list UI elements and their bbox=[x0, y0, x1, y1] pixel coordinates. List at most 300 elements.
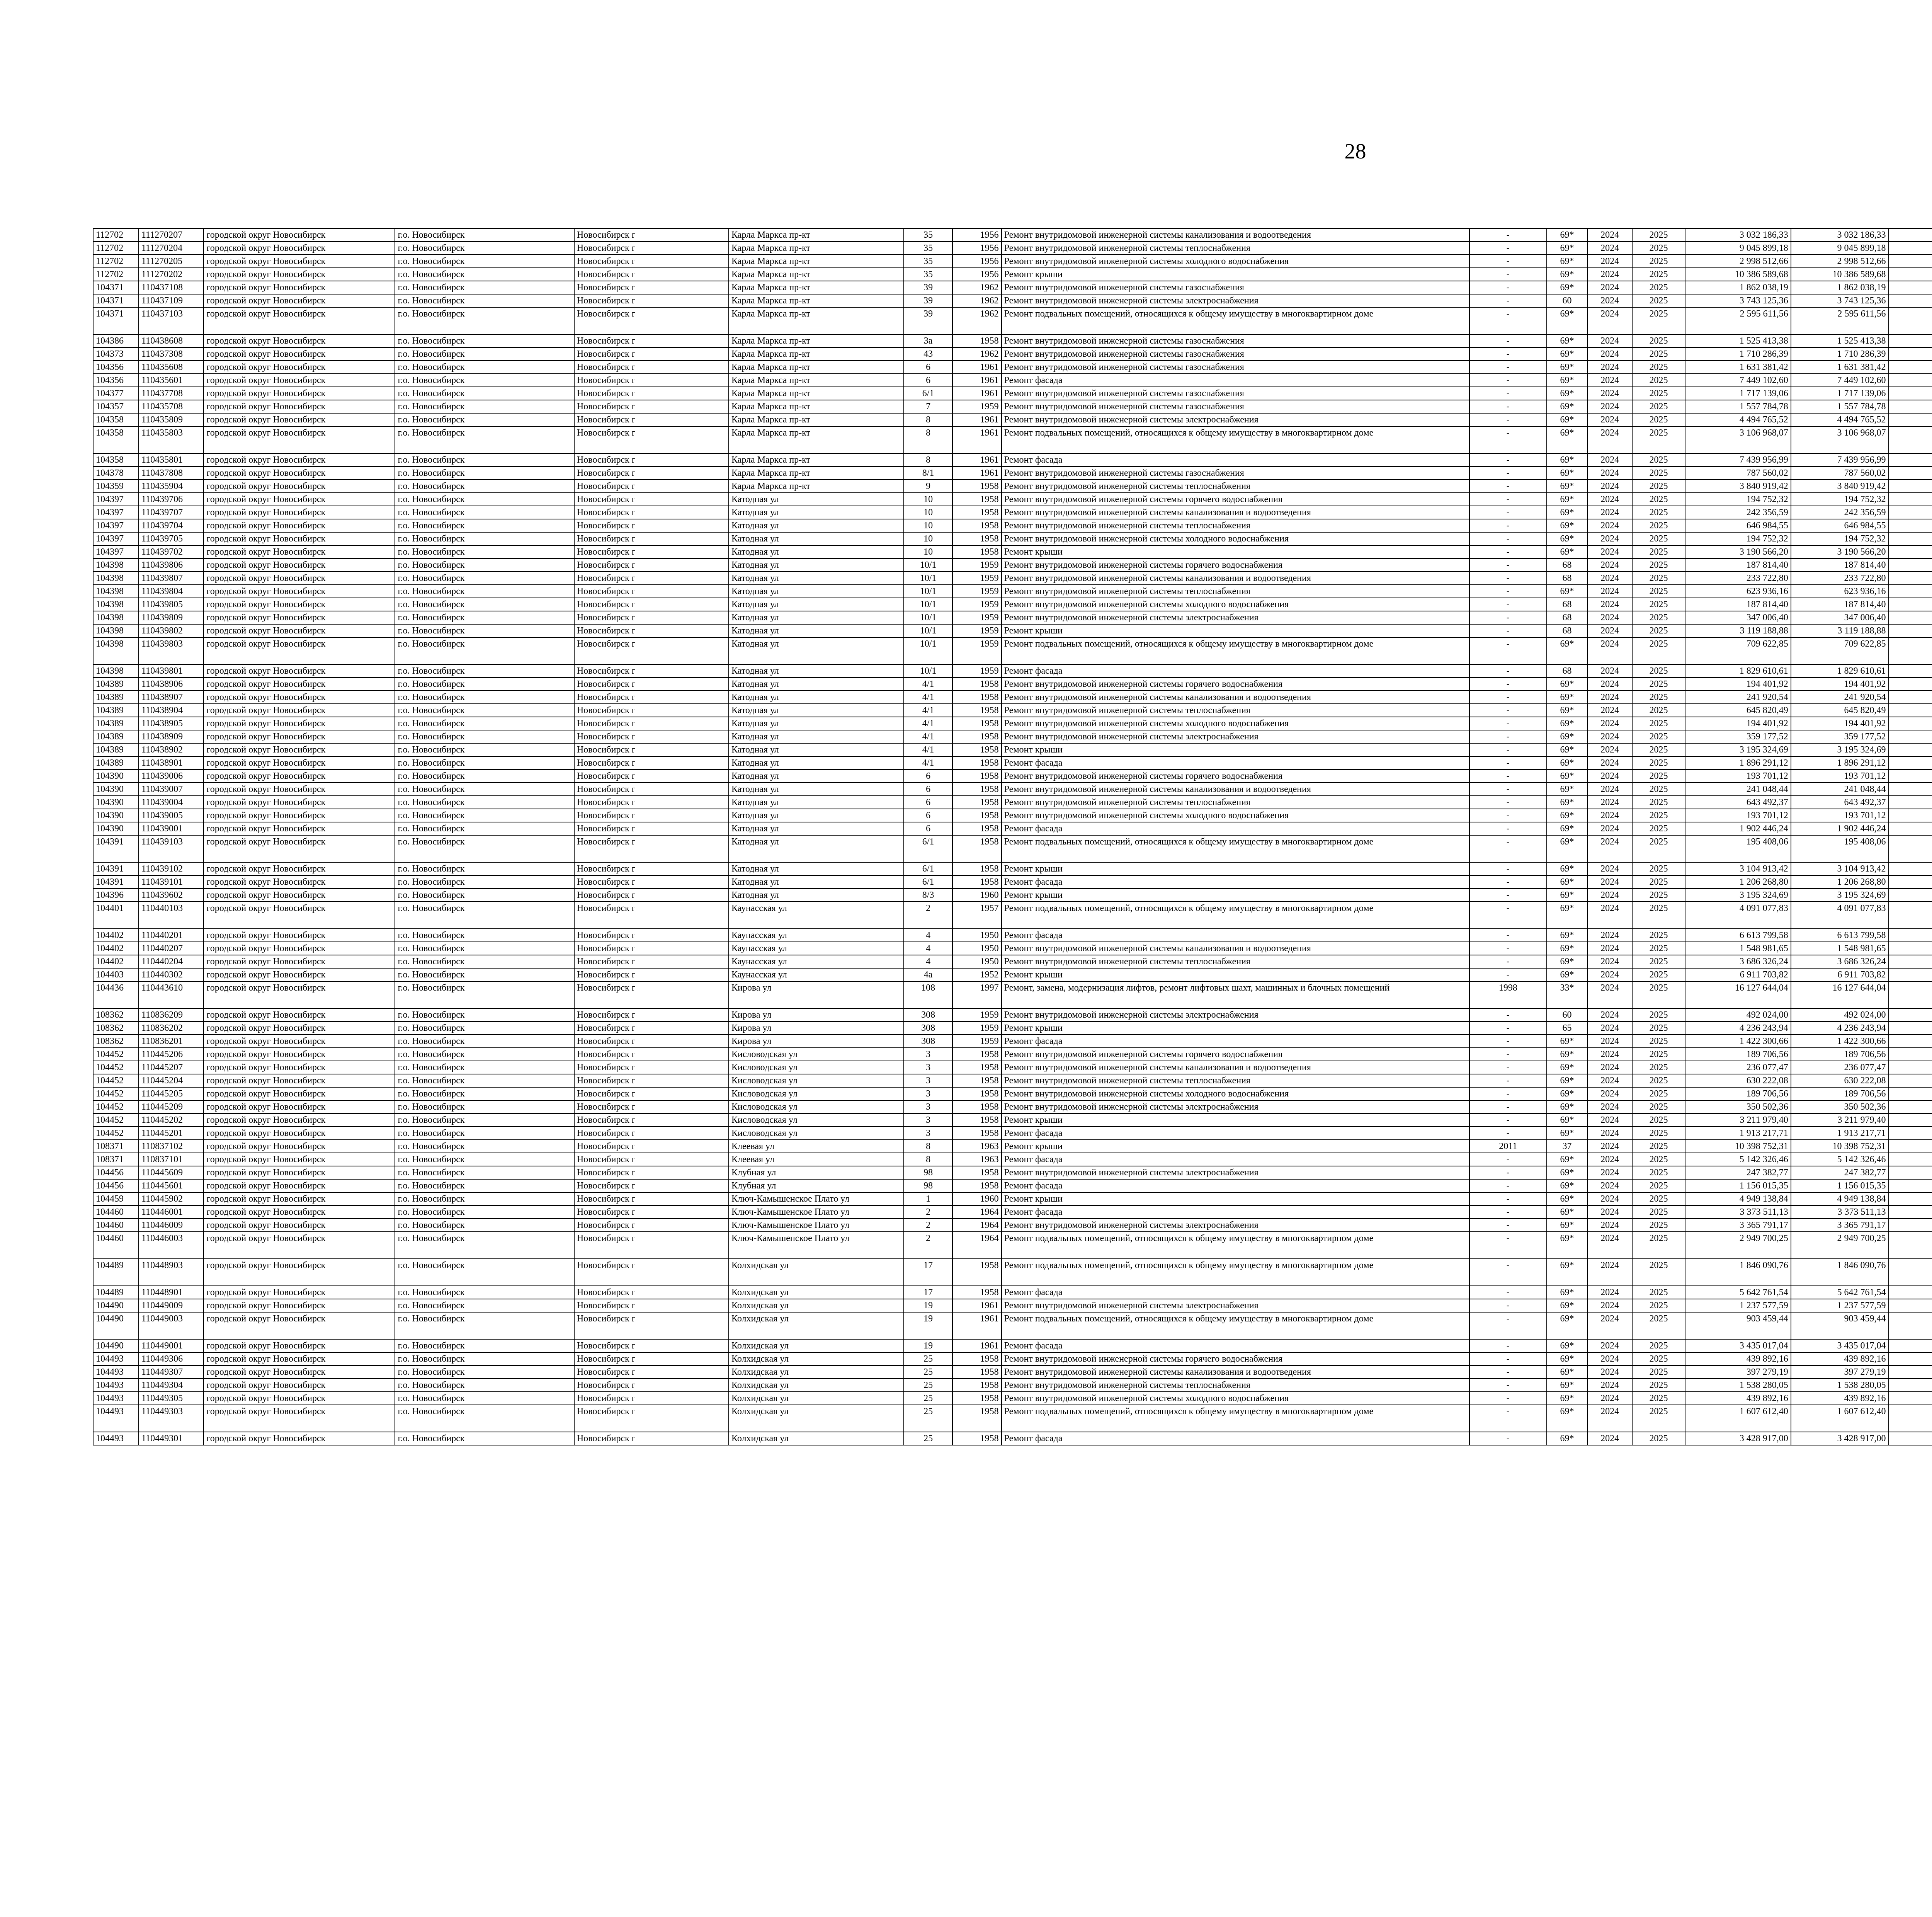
cell-z1 bbox=[1889, 268, 1932, 281]
cell-okrug: городской округ Новосибирск bbox=[204, 242, 395, 255]
cell-wear: 69* bbox=[1547, 929, 1587, 942]
cell-y2: 2025 bbox=[1632, 1219, 1685, 1232]
cell-wyear: - bbox=[1469, 1153, 1547, 1166]
cell-house: 10/1 bbox=[904, 585, 952, 598]
cell-year: 1961 bbox=[952, 361, 1001, 374]
cell-wyear: - bbox=[1469, 532, 1547, 545]
cell-y2: 2025 bbox=[1632, 809, 1685, 822]
cell-y1: 2024 bbox=[1587, 1008, 1632, 1021]
cell-id: 104386 bbox=[93, 334, 139, 347]
cell-work: Ремонт подвальных помещений, относящихся к общему имуществу в многоквартирном доме bbox=[1002, 426, 1469, 453]
cell-wyear: - bbox=[1469, 1008, 1547, 1021]
cell-wyear: - bbox=[1469, 374, 1547, 387]
cell-year: 1964 bbox=[952, 1219, 1001, 1232]
cell-id: 104371 bbox=[93, 294, 139, 307]
cell-city: Новосибирск г bbox=[574, 545, 729, 558]
cell-y2: 2025 bbox=[1632, 532, 1685, 545]
cell-sum: 903 459,44 bbox=[1685, 1312, 1791, 1339]
cell-okrug: городской округ Новосибирск bbox=[204, 413, 395, 426]
cell-street: Ключ-Камышенское Плато ул bbox=[729, 1192, 904, 1205]
cell-z1 bbox=[1889, 1008, 1932, 1021]
cell-year: 1959 bbox=[952, 558, 1001, 572]
cell-y1: 2024 bbox=[1587, 809, 1632, 822]
table-row bbox=[93, 1074, 1932, 1087]
cell-y2: 2025 bbox=[1632, 822, 1685, 835]
cell-year: 1961 bbox=[952, 466, 1001, 480]
table-row bbox=[93, 637, 1932, 664]
cell-house: 6/1 bbox=[904, 835, 952, 862]
cell-okrug: городской округ Новосибирск bbox=[204, 1100, 395, 1113]
cell-house: 4/1 bbox=[904, 704, 952, 717]
cell-okrug: городской округ Новосибирск bbox=[204, 730, 395, 743]
cell-street: Катодная ул bbox=[729, 532, 904, 545]
cell-street: Каунасская ул bbox=[729, 968, 904, 981]
cell-y2: 2025 bbox=[1632, 743, 1685, 756]
cell-house: 9 bbox=[904, 480, 952, 493]
cell-y1: 2024 bbox=[1587, 466, 1632, 480]
cell-sum2: 4 949 138,84 bbox=[1791, 1192, 1889, 1205]
cell-id: 104452 bbox=[93, 1061, 139, 1074]
table-row bbox=[93, 242, 1932, 255]
cell-sum2: 1 156 015,35 bbox=[1791, 1179, 1889, 1192]
cell-wyear: - bbox=[1469, 624, 1547, 637]
cell-y2: 2025 bbox=[1632, 1352, 1685, 1365]
cell-street: Катодная ул bbox=[729, 756, 904, 770]
cell-code: 110439805 bbox=[139, 598, 204, 611]
cell-city: Новосибирск г bbox=[574, 585, 729, 598]
cell-year: 1958 bbox=[952, 480, 1001, 493]
cell-year: 1958 bbox=[952, 1365, 1001, 1379]
cell-y1: 2024 bbox=[1587, 1405, 1632, 1432]
cell-id: 112702 bbox=[93, 255, 139, 268]
cell-wear: 69* bbox=[1547, 334, 1587, 347]
cell-sum2: 247 382,77 bbox=[1791, 1166, 1889, 1179]
cell-code: 110439007 bbox=[139, 783, 204, 796]
cell-street: Кисловодская ул bbox=[729, 1113, 904, 1127]
table-row bbox=[93, 1352, 1932, 1365]
cell-work: Ремонт фасада bbox=[1002, 1339, 1469, 1352]
cell-sum: 189 706,56 bbox=[1685, 1048, 1791, 1061]
cell-work: Ремонт фасада bbox=[1002, 664, 1469, 678]
cell-work: Ремонт крыши bbox=[1002, 1113, 1469, 1127]
cell-year: 1959 bbox=[952, 1021, 1001, 1035]
cell-go: г.о. Новосибирск bbox=[395, 1140, 574, 1153]
cell-y1: 2024 bbox=[1587, 572, 1632, 585]
cell-id: 104390 bbox=[93, 783, 139, 796]
cell-wyear: - bbox=[1469, 1405, 1547, 1432]
cell-z1 bbox=[1889, 1219, 1932, 1232]
cell-sum: 359 177,52 bbox=[1685, 730, 1791, 743]
cell-z1 bbox=[1889, 480, 1932, 493]
cell-street: Клеевая ул bbox=[729, 1153, 904, 1166]
cell-go: г.о. Новосибирск bbox=[395, 361, 574, 374]
cell-city: Новосибирск г bbox=[574, 691, 729, 704]
cell-go: г.о. Новосибирск bbox=[395, 611, 574, 624]
cell-go: г.о. Новосибирск bbox=[395, 1259, 574, 1286]
cell-street: Карла Маркса пр-кт bbox=[729, 387, 904, 400]
cell-wear: 69* bbox=[1547, 361, 1587, 374]
cell-id: 104371 bbox=[93, 281, 139, 294]
cell-okrug: городской округ Новосибирск bbox=[204, 1153, 395, 1166]
cell-code: 110445207 bbox=[139, 1061, 204, 1074]
cell-y2: 2025 bbox=[1632, 281, 1685, 294]
cell-street: Катодная ул bbox=[729, 611, 904, 624]
cell-year: 1961 bbox=[952, 1312, 1001, 1339]
cell-sum2: 195 408,06 bbox=[1791, 835, 1889, 862]
cell-work: Ремонт внутридомовой инженерной системы газоснабжения bbox=[1002, 466, 1469, 480]
cell-wyear: 2011 bbox=[1469, 1140, 1547, 1153]
cell-code: 110435801 bbox=[139, 453, 204, 466]
cell-street: Колхидская ул bbox=[729, 1392, 904, 1405]
cell-street: Ключ-Камышенское Плато ул bbox=[729, 1219, 904, 1232]
cell-work: Ремонт подвальных помещений, относящихся к общему имуществу в многоквартирном доме bbox=[1002, 1312, 1469, 1339]
cell-wyear: - bbox=[1469, 400, 1547, 413]
table-row bbox=[93, 493, 1932, 506]
cell-work: Ремонт внутридомовой инженерной системы электроснабжения bbox=[1002, 611, 1469, 624]
cell-z1 bbox=[1889, 929, 1932, 942]
cell-code: 111270207 bbox=[139, 228, 204, 242]
cell-city: Новосибирск г bbox=[574, 1365, 729, 1379]
cell-y2: 2025 bbox=[1632, 1192, 1685, 1205]
table-row bbox=[93, 1312, 1932, 1339]
cell-go: г.о. Новосибирск bbox=[395, 770, 574, 783]
cell-z1 bbox=[1889, 889, 1932, 902]
cell-sum2: 194 752,32 bbox=[1791, 532, 1889, 545]
cell-house: 10/1 bbox=[904, 558, 952, 572]
cell-code: 110439809 bbox=[139, 611, 204, 624]
cell-house: 8 bbox=[904, 1153, 952, 1166]
cell-z1 bbox=[1889, 1113, 1932, 1127]
cell-year: 1962 bbox=[952, 347, 1001, 361]
cell-wear: 69* bbox=[1547, 809, 1587, 822]
cell-y2: 2025 bbox=[1632, 493, 1685, 506]
cell-y2: 2025 bbox=[1632, 1061, 1685, 1074]
cell-code: 110437708 bbox=[139, 387, 204, 400]
cell-city: Новосибирск г bbox=[574, 374, 729, 387]
cell-go: г.о. Новосибирск bbox=[395, 862, 574, 875]
cell-wyear: - bbox=[1469, 361, 1547, 374]
cell-wyear: - bbox=[1469, 242, 1547, 255]
cell-y1: 2024 bbox=[1587, 532, 1632, 545]
cell-sum: 3 743 125,36 bbox=[1685, 294, 1791, 307]
cell-z1 bbox=[1889, 875, 1932, 889]
cell-go: г.о. Новосибирск bbox=[395, 783, 574, 796]
cell-sum: 3 686 326,24 bbox=[1685, 955, 1791, 968]
cell-city: Новосибирск г bbox=[574, 1405, 729, 1432]
cell-house: 6 bbox=[904, 374, 952, 387]
cell-y1: 2024 bbox=[1587, 1074, 1632, 1087]
cell-y2: 2025 bbox=[1632, 1286, 1685, 1299]
cell-wear: 69* bbox=[1547, 307, 1587, 334]
table-row bbox=[93, 1286, 1932, 1299]
cell-year: 1961 bbox=[952, 426, 1001, 453]
cell-wyear: - bbox=[1469, 307, 1547, 334]
cell-city: Новосибирск г bbox=[574, 413, 729, 426]
cell-okrug: городской округ Новосибирск bbox=[204, 572, 395, 585]
cell-year: 1956 bbox=[952, 255, 1001, 268]
cell-work: Ремонт подвальных помещений, относящихся к общему имуществу в многоквартирном доме bbox=[1002, 307, 1469, 334]
cell-city: Новосибирск г bbox=[574, 929, 729, 942]
cell-id: 104401 bbox=[93, 902, 139, 929]
cell-okrug: городской округ Новосибирск bbox=[204, 783, 395, 796]
cell-sum2: 2 595 611,56 bbox=[1791, 307, 1889, 334]
cell-wyear: - bbox=[1469, 387, 1547, 400]
cell-wyear: - bbox=[1469, 268, 1547, 281]
cell-code: 110837101 bbox=[139, 1153, 204, 1166]
cell-id: 104391 bbox=[93, 875, 139, 889]
cell-sum2: 193 701,12 bbox=[1791, 770, 1889, 783]
cell-go: г.о. Новосибирск bbox=[395, 1286, 574, 1299]
cell-wear: 69* bbox=[1547, 466, 1587, 480]
cell-y1: 2024 bbox=[1587, 361, 1632, 374]
cell-y2: 2025 bbox=[1632, 426, 1685, 453]
cell-okrug: городской округ Новосибирск bbox=[204, 1061, 395, 1074]
cell-y1: 2024 bbox=[1587, 228, 1632, 242]
cell-street: Катодная ул bbox=[729, 598, 904, 611]
cell-id: 104397 bbox=[93, 506, 139, 519]
table-row bbox=[93, 1127, 1932, 1140]
cell-sum: 350 502,36 bbox=[1685, 1100, 1791, 1113]
cell-id: 104356 bbox=[93, 374, 139, 387]
cell-z1 bbox=[1889, 347, 1932, 361]
cell-house: 3 bbox=[904, 1113, 952, 1127]
cell-go: г.о. Новосибирск bbox=[395, 1166, 574, 1179]
cell-city: Новосибирск г bbox=[574, 1432, 729, 1445]
cell-z1 bbox=[1889, 1312, 1932, 1339]
cell-sum2: 709 622,85 bbox=[1791, 637, 1889, 664]
cell-y2: 2025 bbox=[1632, 955, 1685, 968]
cell-okrug: городской округ Новосибирск bbox=[204, 466, 395, 480]
cell-y2: 2025 bbox=[1632, 1113, 1685, 1127]
cell-code: 110435809 bbox=[139, 413, 204, 426]
cell-code: 110440204 bbox=[139, 955, 204, 968]
cell-okrug: городской округ Новосибирск bbox=[204, 1352, 395, 1365]
cell-go: г.о. Новосибирск bbox=[395, 307, 574, 334]
cell-z1 bbox=[1889, 664, 1932, 678]
cell-sum2: 2 949 700,25 bbox=[1791, 1232, 1889, 1259]
cell-year: 1958 bbox=[952, 1127, 1001, 1140]
cell-y1: 2024 bbox=[1587, 493, 1632, 506]
cell-z1 bbox=[1889, 691, 1932, 704]
cell-code: 110449003 bbox=[139, 1312, 204, 1339]
cell-sum: 6 911 703,82 bbox=[1685, 968, 1791, 981]
cell-code: 110449304 bbox=[139, 1379, 204, 1392]
cell-wear: 69* bbox=[1547, 347, 1587, 361]
cell-code: 110439707 bbox=[139, 506, 204, 519]
cell-go: г.о. Новосибирск bbox=[395, 532, 574, 545]
cell-street: Кисловодская ул bbox=[729, 1061, 904, 1074]
cell-city: Новосибирск г bbox=[574, 704, 729, 717]
cell-y1: 2024 bbox=[1587, 942, 1632, 955]
cell-z1 bbox=[1889, 413, 1932, 426]
cell-wyear: - bbox=[1469, 1312, 1547, 1339]
cell-z1 bbox=[1889, 743, 1932, 756]
cell-house: 25 bbox=[904, 1392, 952, 1405]
cell-code: 110446003 bbox=[139, 1232, 204, 1259]
cell-work: Ремонт внутридомовой инженерной системы электроснабжения bbox=[1002, 1299, 1469, 1312]
cell-street: Клубная ул bbox=[729, 1179, 904, 1192]
cell-street: Карла Маркса пр-кт bbox=[729, 426, 904, 453]
cell-wyear: - bbox=[1469, 558, 1547, 572]
cell-go: г.о. Новосибирск bbox=[395, 1365, 574, 1379]
cell-wear: 69* bbox=[1547, 1100, 1587, 1113]
cell-id: 104456 bbox=[93, 1166, 139, 1179]
cell-year: 1962 bbox=[952, 307, 1001, 334]
cell-y1: 2024 bbox=[1587, 1432, 1632, 1445]
cell-sum: 193 701,12 bbox=[1685, 770, 1791, 783]
cell-y2: 2025 bbox=[1632, 598, 1685, 611]
cell-go: г.о. Новосибирск bbox=[395, 1405, 574, 1432]
cell-y1: 2024 bbox=[1587, 981, 1632, 1008]
cell-sum: 492 024,00 bbox=[1685, 1008, 1791, 1021]
cell-z1 bbox=[1889, 981, 1932, 1008]
table-row bbox=[93, 968, 1932, 981]
cell-wyear: - bbox=[1469, 413, 1547, 426]
cell-wyear: - bbox=[1469, 1432, 1547, 1445]
cell-y1: 2024 bbox=[1587, 294, 1632, 307]
cell-y2: 2025 bbox=[1632, 624, 1685, 637]
cell-code: 110445206 bbox=[139, 1048, 204, 1061]
cell-wear: 68 bbox=[1547, 572, 1587, 585]
cell-y1: 2024 bbox=[1587, 1339, 1632, 1352]
cell-y2: 2025 bbox=[1632, 307, 1685, 334]
cell-street: Колхидская ул bbox=[729, 1365, 904, 1379]
cell-work: Ремонт внутридомовой инженерной системы теплоснабжения bbox=[1002, 704, 1469, 717]
cell-id: 104402 bbox=[93, 942, 139, 955]
cell-city: Новосибирск г bbox=[574, 294, 729, 307]
cell-house: 98 bbox=[904, 1166, 952, 1179]
cell-id: 104489 bbox=[93, 1286, 139, 1299]
cell-y1: 2024 bbox=[1587, 1127, 1632, 1140]
cell-sum2: 3 373 511,13 bbox=[1791, 1205, 1889, 1219]
table-row bbox=[93, 822, 1932, 835]
cell-wear: 69* bbox=[1547, 506, 1587, 519]
cell-code: 110439101 bbox=[139, 875, 204, 889]
cell-okrug: городской округ Новосибирск bbox=[204, 1087, 395, 1100]
cell-wyear: - bbox=[1469, 809, 1547, 822]
cell-go: г.о. Новосибирск bbox=[395, 413, 574, 426]
cell-y1: 2024 bbox=[1587, 347, 1632, 361]
cell-z1 bbox=[1889, 1179, 1932, 1192]
cell-street: Колхидская ул bbox=[729, 1299, 904, 1312]
cell-y1: 2024 bbox=[1587, 1392, 1632, 1405]
cell-work: Ремонт внутридомовой инженерной системы теплоснабжения bbox=[1002, 796, 1469, 809]
cell-sum2: 9 045 899,18 bbox=[1791, 242, 1889, 255]
cell-y1: 2024 bbox=[1587, 717, 1632, 730]
cell-sum2: 787 560,02 bbox=[1791, 466, 1889, 480]
cell-year: 1958 bbox=[952, 691, 1001, 704]
cell-street: Карла Маркса пр-кт bbox=[729, 400, 904, 413]
cell-id: 112702 bbox=[93, 242, 139, 255]
cell-street: Кисловодская ул bbox=[729, 1048, 904, 1061]
cell-year: 1958 bbox=[952, 1405, 1001, 1432]
table-row bbox=[93, 611, 1932, 624]
cell-id: 104398 bbox=[93, 637, 139, 664]
cell-go: г.о. Новосибирск bbox=[395, 400, 574, 413]
cell-city: Новосибирск г bbox=[574, 678, 729, 691]
cell-id: 104390 bbox=[93, 822, 139, 835]
cell-year: 1958 bbox=[952, 1352, 1001, 1365]
cell-work: Ремонт подвальных помещений, относящихся к общему имуществу в многоквартирном доме bbox=[1002, 835, 1469, 862]
cell-go: г.о. Новосибирск bbox=[395, 743, 574, 756]
cell-wyear: - bbox=[1469, 1352, 1547, 1365]
cell-z1 bbox=[1889, 624, 1932, 637]
cell-go: г.о. Новосибирск bbox=[395, 942, 574, 955]
cell-sum2: 6 613 799,58 bbox=[1791, 929, 1889, 942]
cell-y2: 2025 bbox=[1632, 1035, 1685, 1048]
cell-wear: 69* bbox=[1547, 453, 1587, 466]
cell-id: 104356 bbox=[93, 361, 139, 374]
cell-house: 6 bbox=[904, 809, 952, 822]
cell-y2: 2025 bbox=[1632, 1312, 1685, 1339]
cell-id: 104398 bbox=[93, 572, 139, 585]
cell-okrug: городской округ Новосибирск bbox=[204, 294, 395, 307]
cell-street: Карла Маркса пр-кт bbox=[729, 294, 904, 307]
cell-y1: 2024 bbox=[1587, 796, 1632, 809]
cell-house: 10/1 bbox=[904, 664, 952, 678]
cell-wyear: - bbox=[1469, 1365, 1547, 1379]
cell-sum2: 630 222,08 bbox=[1791, 1074, 1889, 1087]
cell-sum2: 1 717 139,06 bbox=[1791, 387, 1889, 400]
cell-wear: 69* bbox=[1547, 242, 1587, 255]
cell-street: Катодная ул bbox=[729, 624, 904, 637]
cell-wear: 69* bbox=[1547, 730, 1587, 743]
cell-city: Новосибирск г bbox=[574, 637, 729, 664]
cell-city: Новосибирск г bbox=[574, 598, 729, 611]
cell-code: 110439103 bbox=[139, 835, 204, 862]
cell-id: 104452 bbox=[93, 1087, 139, 1100]
cell-city: Новосибирск г bbox=[574, 1379, 729, 1392]
cell-sum: 3 840 919,42 bbox=[1685, 480, 1791, 493]
cell-y2: 2025 bbox=[1632, 691, 1685, 704]
table-row bbox=[93, 1365, 1932, 1379]
cell-id: 104358 bbox=[93, 453, 139, 466]
cell-wear: 69* bbox=[1547, 1232, 1587, 1259]
table-row bbox=[93, 334, 1932, 347]
cell-z1 bbox=[1889, 968, 1932, 981]
cell-year: 1956 bbox=[952, 268, 1001, 281]
table-row bbox=[93, 717, 1932, 730]
cell-city: Новосибирск г bbox=[574, 453, 729, 466]
cell-work: Ремонт подвальных помещений, относящихся к общему имуществу в многоквартирном доме bbox=[1002, 1259, 1469, 1286]
cell-wyear: - bbox=[1469, 942, 1547, 955]
cell-okrug: городской округ Новосибирск bbox=[204, 1179, 395, 1192]
cell-z1 bbox=[1889, 1432, 1932, 1445]
cell-go: г.о. Новосибирск bbox=[395, 598, 574, 611]
cell-wear: 69* bbox=[1547, 1352, 1587, 1365]
cell-sum: 3 032 186,33 bbox=[1685, 228, 1791, 242]
cell-wyear: - bbox=[1469, 1100, 1547, 1113]
cell-wyear: - bbox=[1469, 796, 1547, 809]
cell-street: Колхидская ул bbox=[729, 1352, 904, 1365]
cell-city: Новосибирск г bbox=[574, 809, 729, 822]
cell-code: 110439005 bbox=[139, 809, 204, 822]
cell-wear: 69* bbox=[1547, 796, 1587, 809]
cell-y1: 2024 bbox=[1587, 889, 1632, 902]
table-row bbox=[93, 400, 1932, 413]
cell-wyear: - bbox=[1469, 1074, 1547, 1087]
cell-id: 104436 bbox=[93, 981, 139, 1008]
cell-house: 4/1 bbox=[904, 717, 952, 730]
cell-city: Новосибирск г bbox=[574, 835, 729, 862]
cell-wear: 69* bbox=[1547, 1205, 1587, 1219]
cell-wear: 69* bbox=[1547, 691, 1587, 704]
cell-sum2: 5 142 326,46 bbox=[1791, 1153, 1889, 1166]
cell-sum: 1 896 291,12 bbox=[1685, 756, 1791, 770]
cell-work: Ремонт внутридомовой инженерной системы горячего водоснабжения bbox=[1002, 770, 1469, 783]
cell-y2: 2025 bbox=[1632, 453, 1685, 466]
cell-sum2: 1 557 784,78 bbox=[1791, 400, 1889, 413]
